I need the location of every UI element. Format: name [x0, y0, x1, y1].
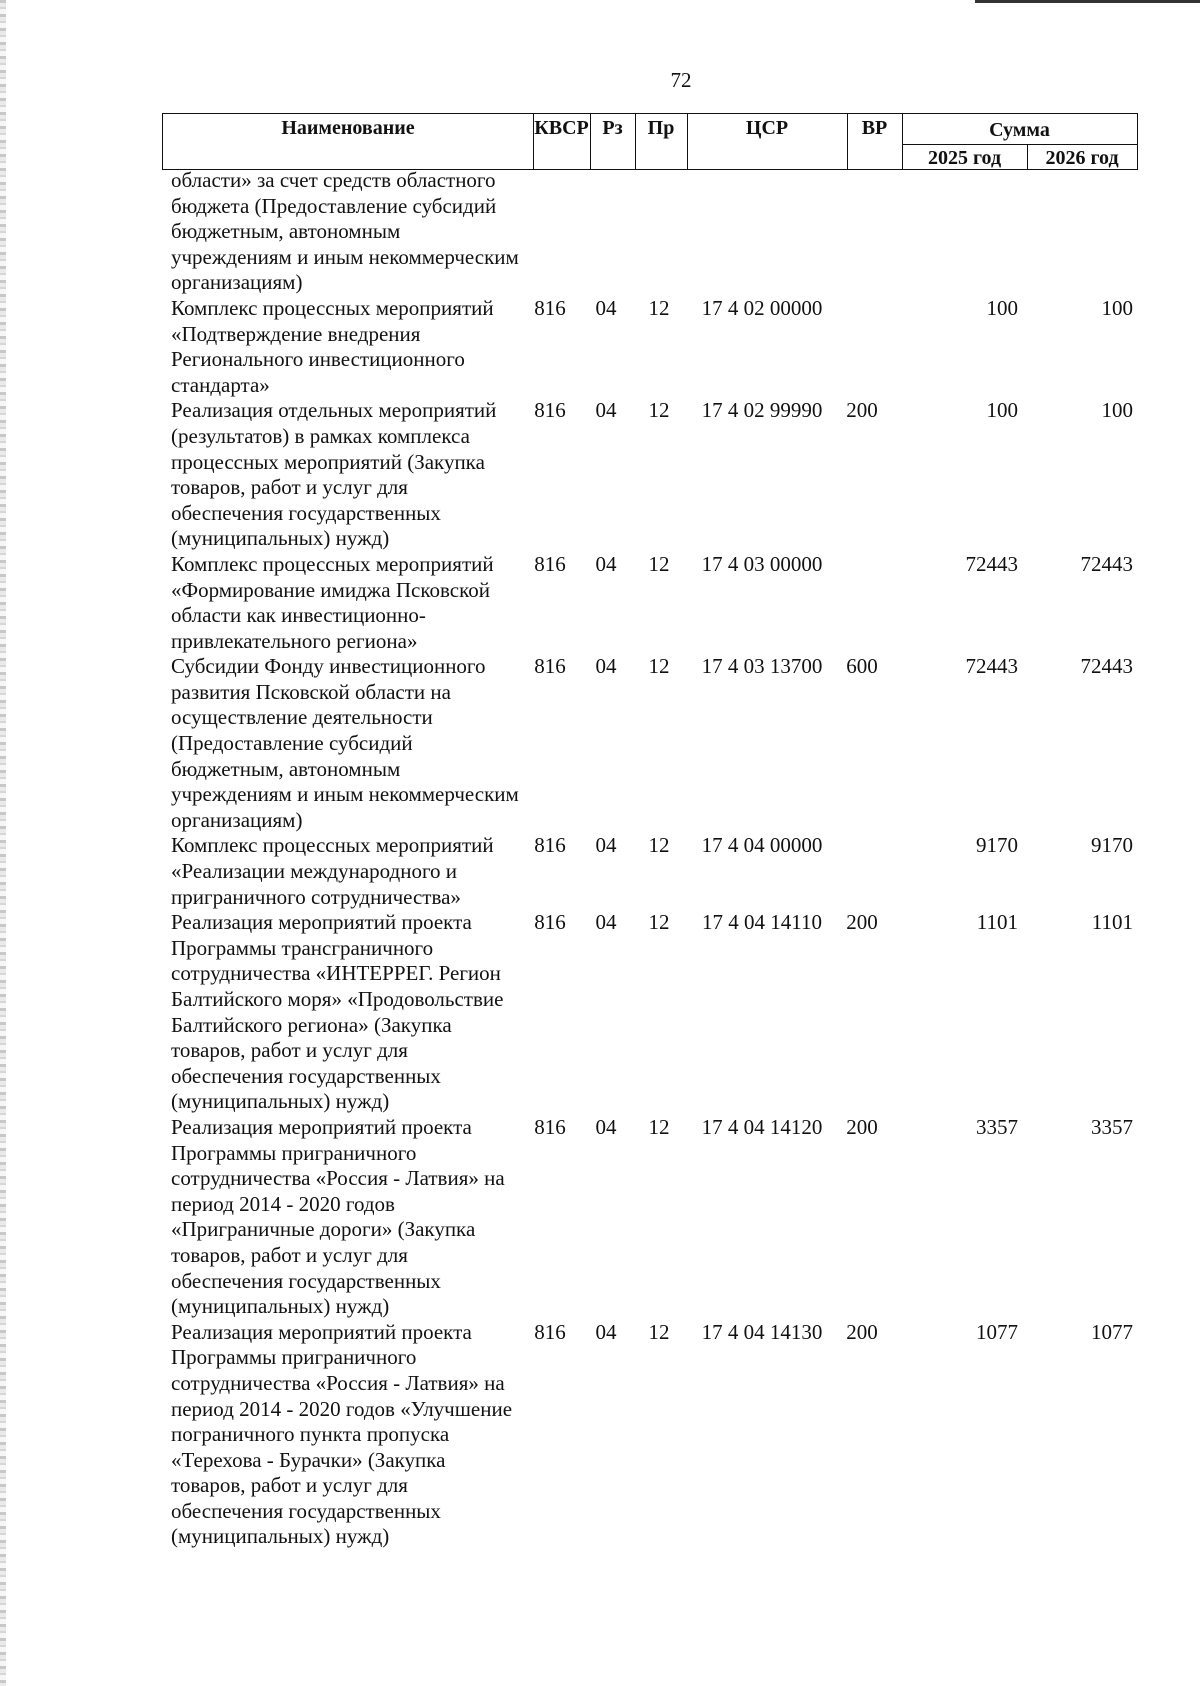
row-sum-2025: 100	[986, 295, 1018, 320]
row-sum-2025: 100	[986, 398, 1018, 423]
scan-edge-left	[0, 0, 6, 1686]
row-pr: 12	[648, 833, 670, 858]
row-vr: 200	[846, 1114, 878, 1139]
row-kvsr: 816	[534, 1319, 566, 1344]
header-csr: ЦСР	[745, 117, 789, 139]
row-rz: 04	[595, 910, 617, 935]
row-sum-2026: 100	[1101, 398, 1133, 423]
header-csr-cell	[687, 114, 847, 169]
table-row	[171, 833, 1131, 910]
row-sum-2026: 3357	[1091, 1114, 1133, 1139]
table-row	[171, 654, 1131, 833]
row-sum-2026: 9170	[1091, 833, 1133, 858]
table-row	[171, 296, 1131, 398]
row-vr: 200	[846, 1319, 878, 1344]
row-rz: 04	[595, 295, 617, 320]
row-csr: 17 4 04 00000	[701, 833, 823, 858]
row-name: Комплекс процессных мероприятий «Формирование имиджа Псковской области как инвестиционно-привлекательного региона»	[171, 551, 494, 653]
header-vr: ВР	[861, 117, 888, 139]
header-kvsr-cell	[533, 114, 590, 169]
table-header	[162, 113, 1138, 170]
row-vr: 600	[846, 654, 878, 679]
row-csr: 17 4 02 00000	[701, 295, 823, 320]
row-kvsr: 816	[534, 833, 566, 858]
row-kvsr: 816	[534, 398, 566, 423]
row-rz: 04	[595, 1319, 617, 1344]
row-sum-2025: 3357	[976, 1114, 1018, 1139]
row-sum-2026: 72443	[1080, 654, 1133, 679]
header-vr-cell	[847, 114, 902, 169]
row-sum-2025: 1101	[976, 910, 1018, 935]
header-rz: Рз	[602, 117, 623, 139]
row-name: Субсидии Фонду инвестиционного развития Псковской области на осуществление деятельности (Предоставление субсидий бюджетным, автономным учреждениям и иным некоммерческим организациям)	[171, 654, 519, 832]
row-kvsr: 816	[534, 551, 566, 576]
table-row	[171, 1320, 1131, 1550]
row-sum-2025: 72443	[965, 551, 1018, 576]
row-name: Комплекс процессных мероприятий «Подтверждение внедрения Регионального инвестиционного стандарта»	[171, 295, 494, 397]
row-name: Комплекс процессных мероприятий «Реализации международного и приграничного сотрудничества»	[171, 833, 494, 909]
header-kvsr: КВСР	[534, 117, 589, 139]
table-body	[171, 168, 1131, 1550]
header-name: Наименование	[281, 117, 415, 139]
row-name: Реализация мероприятий проекта Программы приграничного сотрудничества «Россия - Латвия» на период 2014 - 2020 годов «Приграничные дороги» (Закупка товаров, работ и услуг для обеспечения государственных (муниципальных) нужд)	[171, 1114, 505, 1319]
row-pr: 12	[648, 654, 670, 679]
row-pr: 12	[648, 1319, 670, 1344]
table-row	[171, 398, 1131, 552]
row-vr: 200	[846, 910, 878, 935]
header-pr-cell	[635, 114, 687, 169]
row-csr: 17 4 03 13700	[701, 654, 823, 679]
row-pr: 12	[648, 551, 670, 576]
row-kvsr: 816	[534, 910, 566, 935]
row-rz: 04	[595, 551, 617, 576]
row-csr: 17 4 04 14120	[701, 1114, 823, 1139]
row-name: Реализация отдельных мероприятий (результатов) в рамках комплекса процессных мероприятий (Закупка товаров, работ и услуг для обеспечения государственных (муниципальных) нужд)	[171, 398, 497, 551]
header-sum: Сумма	[989, 119, 1050, 141]
row-pr: 12	[648, 910, 670, 935]
row-rz: 04	[595, 398, 617, 423]
header-year-2025: 2025 год	[927, 147, 1002, 169]
row-name: области» за счет средств областного бюджета (Предоставление субсидий бюджетным, автономным учреждениям и иным некоммерческим организациям)	[171, 168, 519, 295]
row-csr: 17 4 02 99990	[701, 398, 823, 423]
header-name-cell	[163, 114, 533, 169]
row-vr: 200	[846, 398, 878, 423]
row-sum-2025: 72443	[965, 654, 1018, 679]
scan-edge-top	[975, 0, 1200, 3]
table-row	[171, 910, 1131, 1115]
row-sum-2025: 1077	[976, 1319, 1018, 1344]
row-sum-2026: 72443	[1080, 551, 1133, 576]
page-number: 72	[670, 68, 692, 92]
row-sum-2025: 9170	[976, 833, 1018, 858]
row-name: Реализация мероприятий проекта Программы приграничного сотрудничества «Россия - Латвия» на период 2014 - 2020 годов «Улучшение пограничного пункта пропуска «Терехова - Бурачки» (Закупка товаров, работ и услуг для обеспечения государственных (муниципальных) нужд)	[171, 1319, 513, 1549]
row-rz: 04	[595, 1114, 617, 1139]
table-row	[171, 168, 1131, 296]
row-pr: 12	[648, 398, 670, 423]
row-sum-2026: 1101	[1091, 910, 1133, 935]
header-rz-cell	[590, 114, 635, 169]
row-csr: 17 4 03 00000	[701, 551, 823, 576]
row-name: Реализация мероприятий проекта Программы трансграничного сотрудничества «ИНТЕРРЕГ. Регион Балтийского моря» «Продовольствие Балтийского региона» (Закупка товаров, работ и услуг для обеспечения государственных (муниципальных) нужд)	[171, 910, 504, 1114]
header-pr: Пр	[647, 117, 675, 139]
row-sum-2026: 100	[1101, 295, 1133, 320]
row-kvsr: 816	[534, 654, 566, 679]
row-sum-2026: 1077	[1091, 1319, 1133, 1344]
row-kvsr: 816	[534, 1114, 566, 1139]
row-kvsr: 816	[534, 295, 566, 320]
row-csr: 17 4 04 14110	[702, 910, 822, 935]
table-row	[171, 1115, 1131, 1320]
row-pr: 12	[648, 295, 670, 320]
row-rz: 04	[595, 833, 617, 858]
row-rz: 04	[595, 654, 617, 679]
table-row	[171, 552, 1131, 654]
row-csr: 17 4 04 14130	[701, 1319, 823, 1344]
row-pr: 12	[648, 1114, 670, 1139]
header-year-2026: 2026 год	[1045, 147, 1119, 169]
